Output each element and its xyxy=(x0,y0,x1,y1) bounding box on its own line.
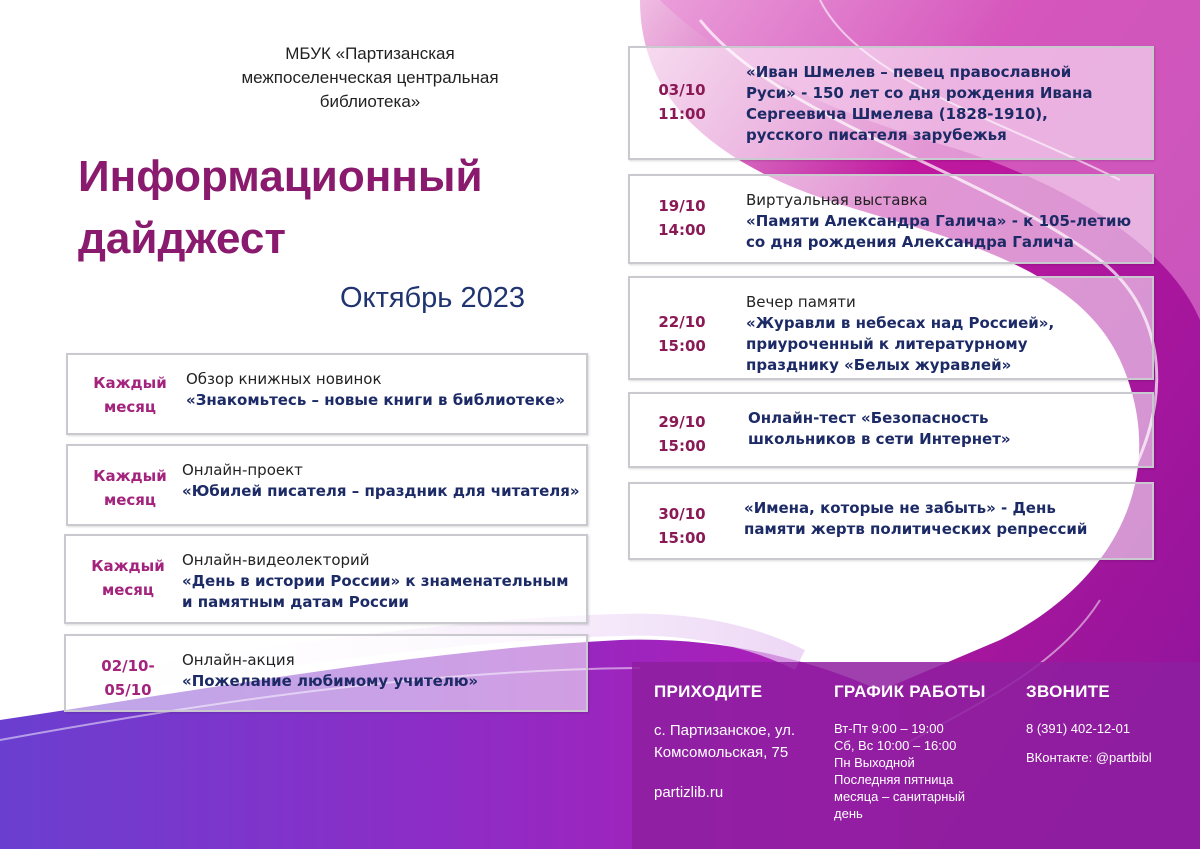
event-description: Онлайн-проект «Юбилей писателя – праздник для читателя» xyxy=(182,461,580,500)
event-date: 22/10 15:00 xyxy=(658,313,706,355)
event-card xyxy=(628,482,1154,560)
event-description: Онлайн-акция «Пожелание любимому учителю» xyxy=(182,651,479,690)
visit-column xyxy=(654,682,795,804)
event-date: 30/10 15:00 xyxy=(658,505,706,547)
call-heading: ЗВОНИТЕ xyxy=(1026,682,1111,701)
event-description: Виртуальная выставка «Памяти Александра Галича» - к 105-летию со дня рождения Александра Галича xyxy=(746,191,1132,251)
website-link[interactable]: partizlib.ru xyxy=(654,784,724,801)
month-label: Октябрь 2023 xyxy=(340,282,525,314)
org-line-2: межпоселенческая центральная xyxy=(241,68,499,87)
event-date: 03/10 11:00 xyxy=(658,81,706,123)
event-card xyxy=(628,276,1154,380)
event-date: 19/10 14:00 xyxy=(658,197,706,239)
event-card xyxy=(64,534,588,624)
schedule-heading: ГРАФИК РАБОТЫ xyxy=(834,682,986,701)
event-date: Каждый месяц xyxy=(93,467,167,509)
event-card xyxy=(628,392,1154,468)
organization-name xyxy=(190,42,550,114)
event-date: Каждый месяц xyxy=(91,557,165,599)
event-description: Обзор книжных новинок «Знакомьтесь – новые книги в библиотеке» xyxy=(186,370,565,409)
title-line-2: дайджест xyxy=(78,214,286,263)
event-description: Онлайн-видеолекторий «День в истории России» к знаменательным и памятным датам России xyxy=(182,551,569,611)
event-description: «Иван Шмелев – певец православной Руси» - 150 лет со дня рождения Ивана Сергеевича Шмелева (1828-1910), русского писателя зарубежья xyxy=(746,63,1093,144)
schedule-column xyxy=(834,682,986,822)
event-date: Каждый месяц xyxy=(93,374,167,416)
schedule-list: Вт-Пт 9:00 – 19:00 Сб, Вс 10:00 – 16:00 Пн Выходной Последняя пятница месяца – санитарный день xyxy=(834,721,966,821)
title-line-1: Информационный xyxy=(78,152,483,201)
event-card xyxy=(66,444,588,526)
visit-heading: ПРИХОДИТЕ xyxy=(654,682,763,701)
event-card xyxy=(628,46,1154,160)
address: с. Партизанское, ул. Комсомольская, 75 xyxy=(654,722,796,761)
event-description: Вечер памяти «Журавли в небесах над Россией», приуроченный к литературному празднику «Белых журавлей» xyxy=(746,293,1055,374)
event-date: 02/10- 05/10 xyxy=(101,657,155,699)
call-column xyxy=(1026,682,1152,766)
vk-link[interactable]: ВКонтакте: @partbibl xyxy=(1026,750,1152,765)
event-card xyxy=(64,634,588,712)
event-card xyxy=(628,174,1154,264)
footer-contacts xyxy=(632,662,1200,849)
org-line-1: МБУК «Партизанская xyxy=(285,44,455,63)
org-line-3: библиотека» xyxy=(319,92,421,111)
phone-number[interactable]: 8 (391) 402-12-01 xyxy=(1026,721,1131,736)
event-date: 29/10 15:00 xyxy=(658,413,706,455)
event-card xyxy=(66,353,588,435)
event-description: «Имена, которые не забыть» - День памяти жертв политических репрессий xyxy=(744,499,1088,538)
page-title xyxy=(78,146,598,270)
event-description: Онлайн-тест «Безопасность школьников в сети Интернет» xyxy=(748,409,1011,448)
